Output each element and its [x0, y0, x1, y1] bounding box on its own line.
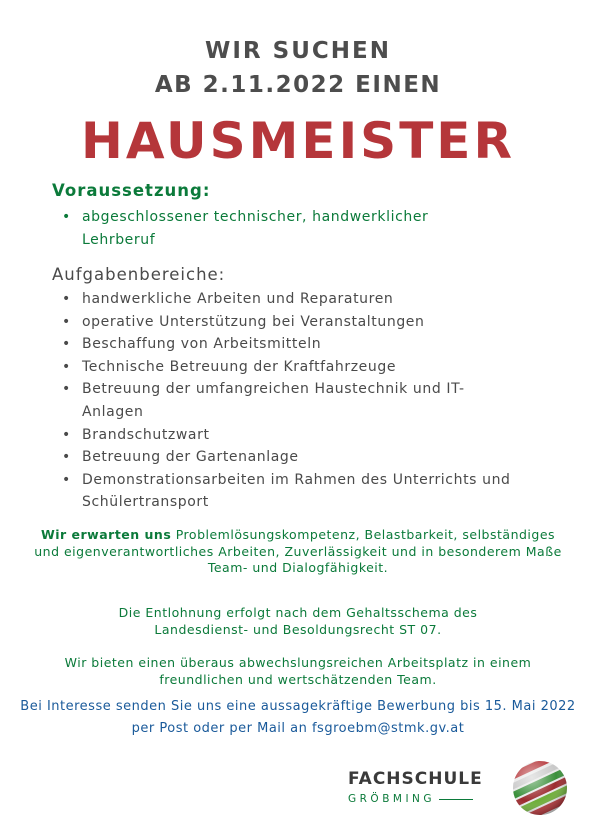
logo-fachschule: FACHSCHULE — [348, 769, 483, 789]
list-item: • Beschaffung von Arbeitsmitteln — [62, 333, 562, 356]
headline-line-2: AB 2.11.2022 EINEN — [154, 72, 442, 98]
erwarten-paragraph — [30, 527, 566, 577]
list-item: • abgeschlossener technischer, handwerklicher Lehrberuf — [62, 206, 482, 251]
bieten-paragraph: Wir bieten einen überaus abwechslungsreichen Arbeitsplatz in einem freundlichen und wertschätzenden Team. — [64, 655, 532, 687]
voraussetzung-list — [62, 206, 562, 251]
aufgaben-list — [62, 288, 562, 514]
list-item: • Brandschutzwart — [62, 424, 562, 447]
voraussetzung-heading: Voraussetzung: — [52, 181, 211, 200]
entlohnung-paragraph: Die Entlohnung erfolgt nach dem Gehaltsschema des Landesdienst- und Besoldungsrecht ST 07. — [118, 605, 478, 637]
list-item: • Demonstrationsarbeiten im Rahmen des Unterrichts und Schülertransport — [62, 469, 562, 514]
list-item: • operative Unterstützung bei Veranstaltungen — [62, 311, 562, 334]
list-item: • handwerkliche Arbeiten und Reparaturen — [62, 288, 562, 311]
list-item: • Betreuung der umfangreichen Haustechnik und IT-Anlagen — [62, 378, 502, 423]
erwarten-lead: Wir erwarten uns — [40, 527, 172, 542]
logo-groebming-label: GRÖBMING — [348, 793, 436, 805]
logo-underline — [439, 799, 473, 800]
job-title: HAUSMEISTER — [81, 112, 515, 170]
headline-line-1: WIR SUCHEN — [205, 38, 391, 64]
bewerbung-paragraph: Bei Interesse senden Sie uns eine aussagekräftige Bewerbung bis 15. Mai 2022 per Post oder per Mail an fsgroebm@stmk.gv.at — [20, 699, 576, 736]
school-logo-text — [348, 768, 498, 806]
erwarten-text: Problemlösungskompetenz, Belastbarkeit, selbständiges und eigenverantwortliches Arbeiten, Zuverlässigkeit und in besonderem Maße Team- und Dialogfähigkeit. — [34, 527, 562, 575]
list-item: • Betreuung der Gartenanlage — [62, 446, 562, 469]
aufgaben-heading: Aufgabenbereiche: — [52, 265, 226, 284]
list-item: • Technische Betreuung der Kraftfahrzeuge — [62, 356, 562, 379]
logo-groebming — [348, 792, 498, 806]
striped-sphere-icon — [512, 760, 568, 816]
